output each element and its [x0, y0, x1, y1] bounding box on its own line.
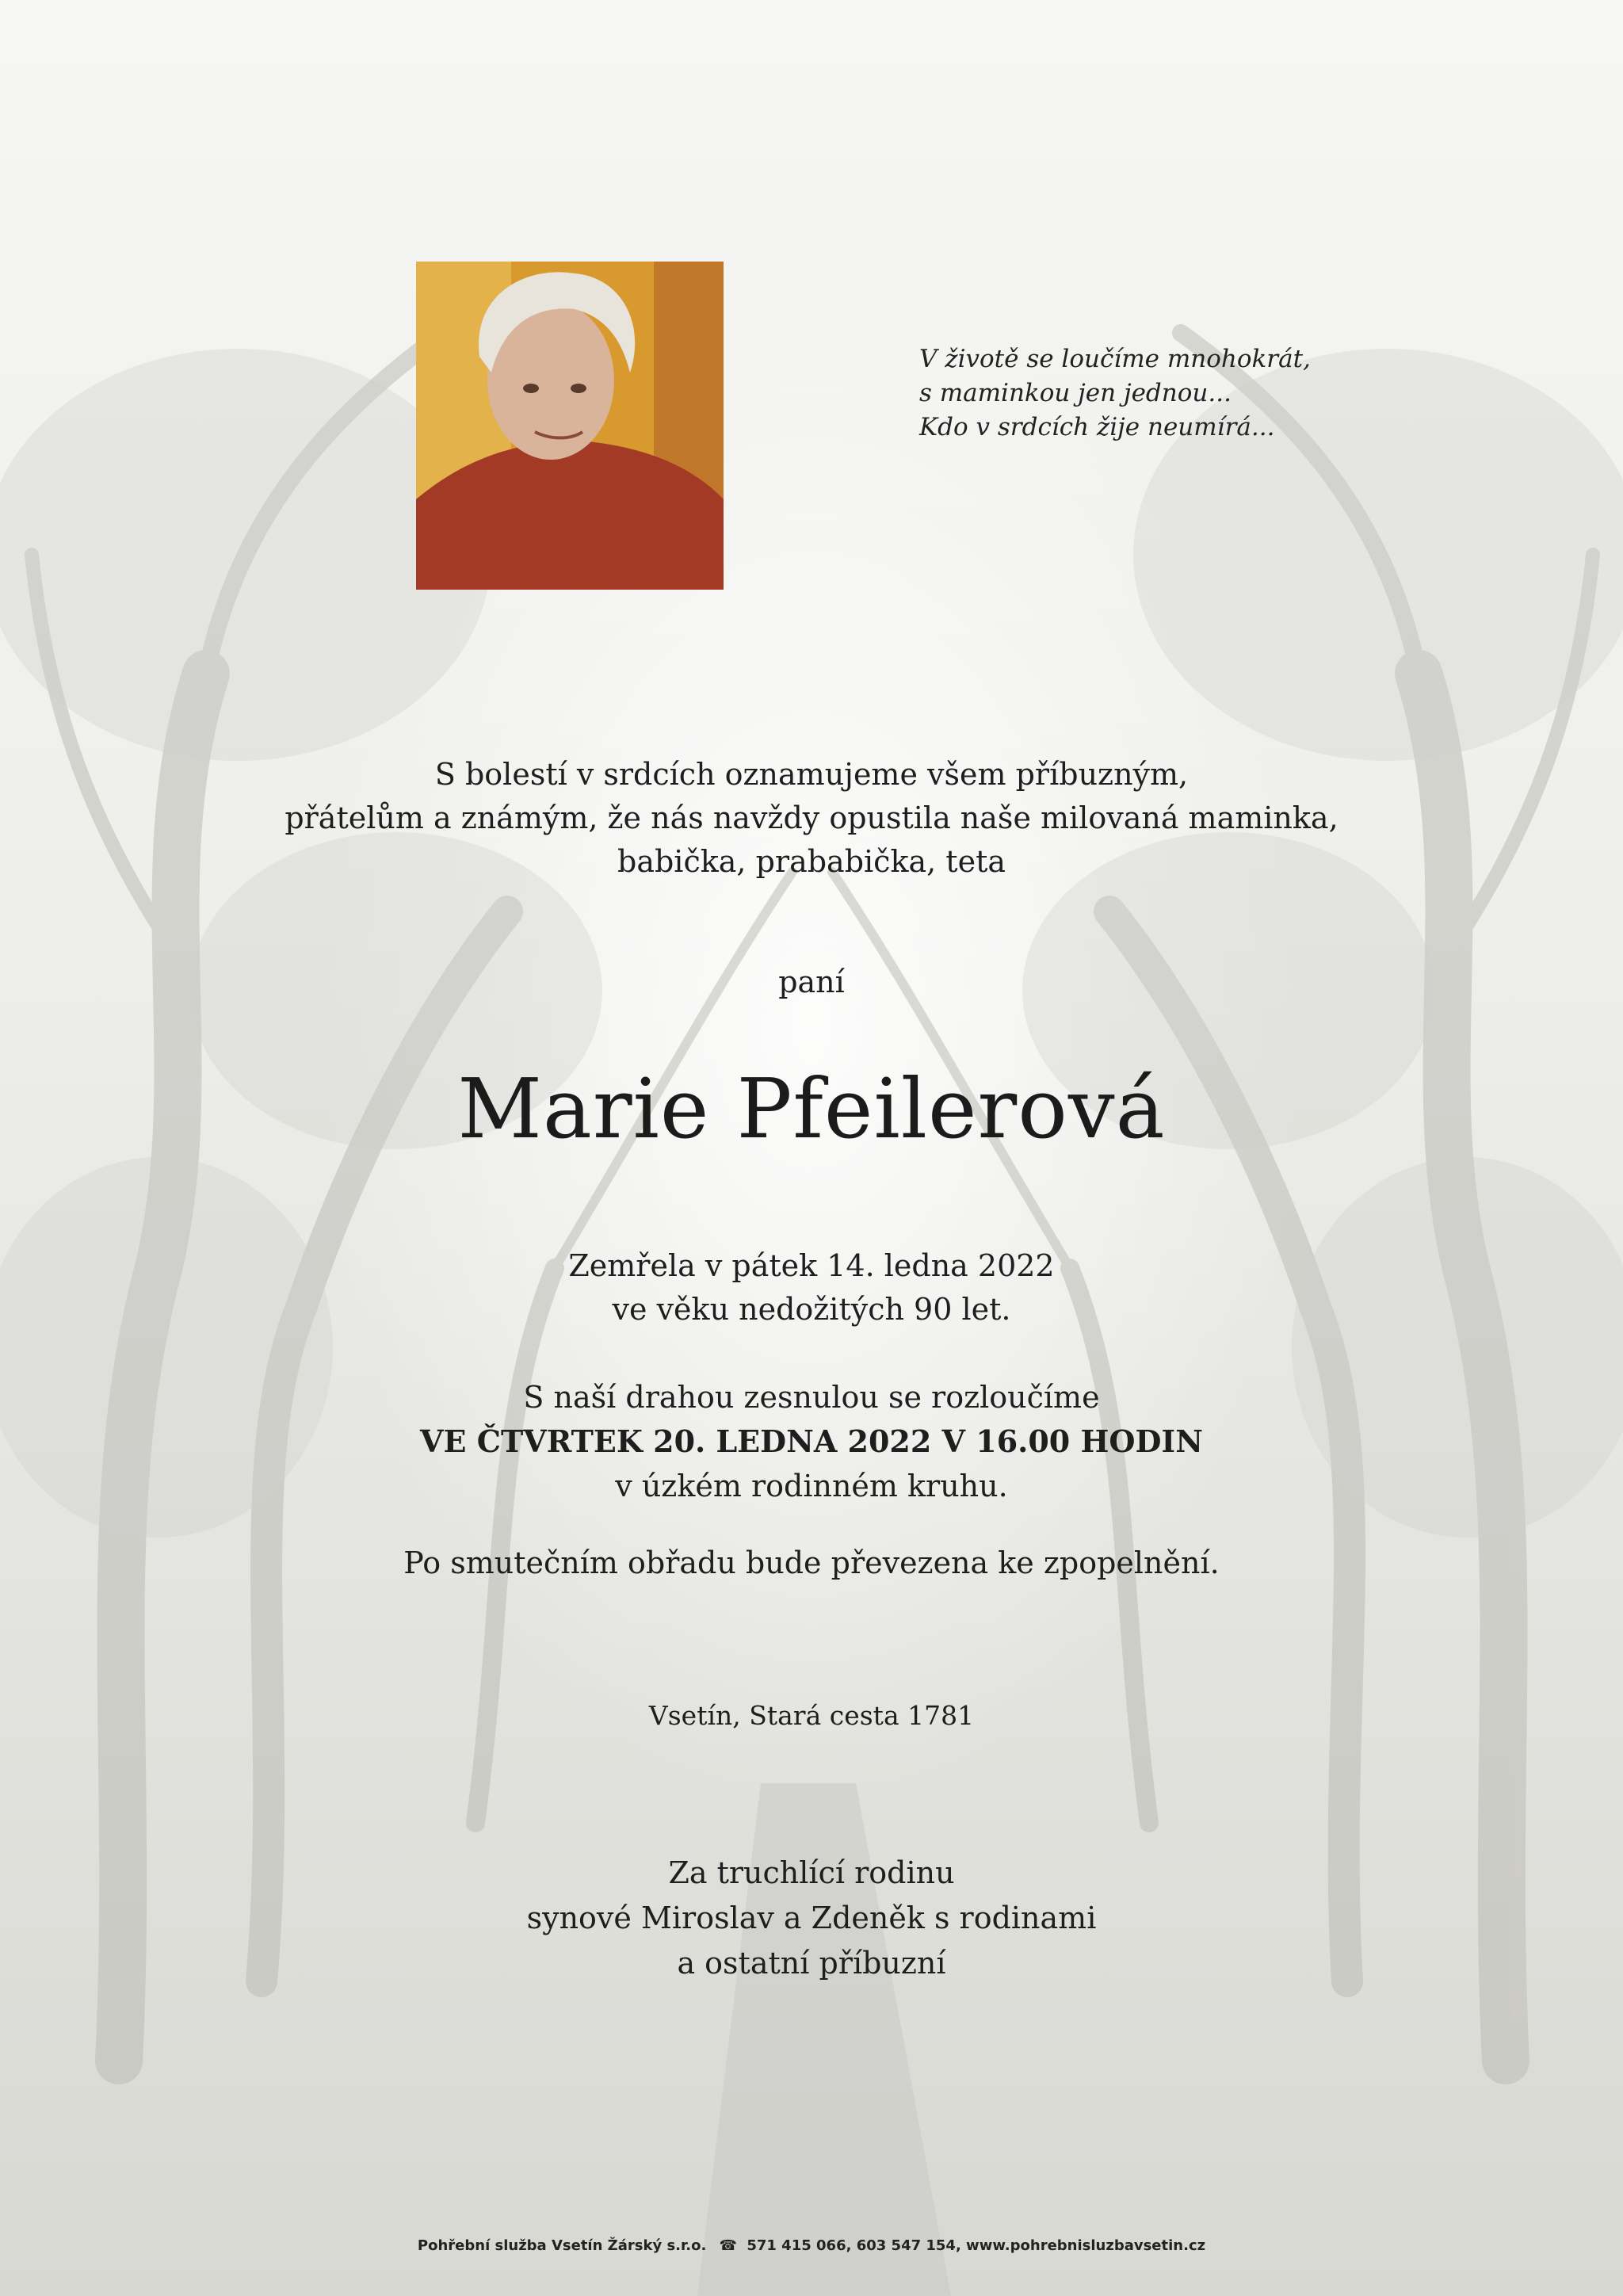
footer-company: Pohřební služba Vsetín Žárský s.r.o. [417, 2237, 707, 2254]
phone-icon: ☎ [719, 2237, 738, 2254]
cremation-note: Po smutečním obřadu bude převezena ke zpopelnění. [403, 1545, 1220, 1580]
farewell-intro: S naší drahou zesnulou se rozloučíme [523, 1380, 1100, 1415]
motto-verse [919, 342, 1395, 445]
farewell-place: v úzkém rodinném kruhu. [615, 1469, 1008, 1503]
death-info-line: ve věku nedožitých 90 let. [612, 1292, 1011, 1327]
death-info [0, 1244, 1623, 1331]
farewell-info [0, 1375, 1623, 1508]
announcement [0, 753, 1623, 884]
motto-line: V životě se loučíme mnohokrát, [919, 345, 1311, 373]
family-signature [0, 1851, 1623, 1986]
footer [0, 2235, 1623, 2257]
farewell-datetime: VE ČTVRTEK 20. LEDNA 2022 V 16.00 HODIN [420, 1423, 1203, 1459]
motto-line: Kdo v srdcích žije neumírá... [919, 413, 1275, 441]
address: Vsetín, Stará cesta 1781 [648, 1700, 975, 1731]
announcement-line: babička, prababička, teta [617, 844, 1006, 879]
family-line: a ostatní příbuzní [677, 1946, 946, 1981]
death-info-line: Zemřela v pátek 14. ledna 2022 [568, 1248, 1055, 1283]
motto-line: s maminkou jen jednou... [919, 379, 1232, 407]
announcement-line: přátelům a známým, že nás navždy opustila naše milovaná maminka, [285, 800, 1338, 835]
portrait-image [416, 262, 724, 590]
announcement-line: S bolestí v srdcích oznamujeme všem příbuzným, [434, 757, 1189, 792]
footer-contacts: 571 415 066, 603 547 154, www.pohrebnisluzbavsetin.cz [747, 2237, 1206, 2254]
honorific: paní [778, 965, 845, 999]
family-line: synové Miroslav a Zdeněk s rodinami [526, 1901, 1097, 1935]
family-line: Za truchlící rodinu [668, 1855, 955, 1890]
deceased-name: Marie Pfeilerová [457, 1060, 1166, 1157]
portrait-photo [416, 262, 724, 590]
